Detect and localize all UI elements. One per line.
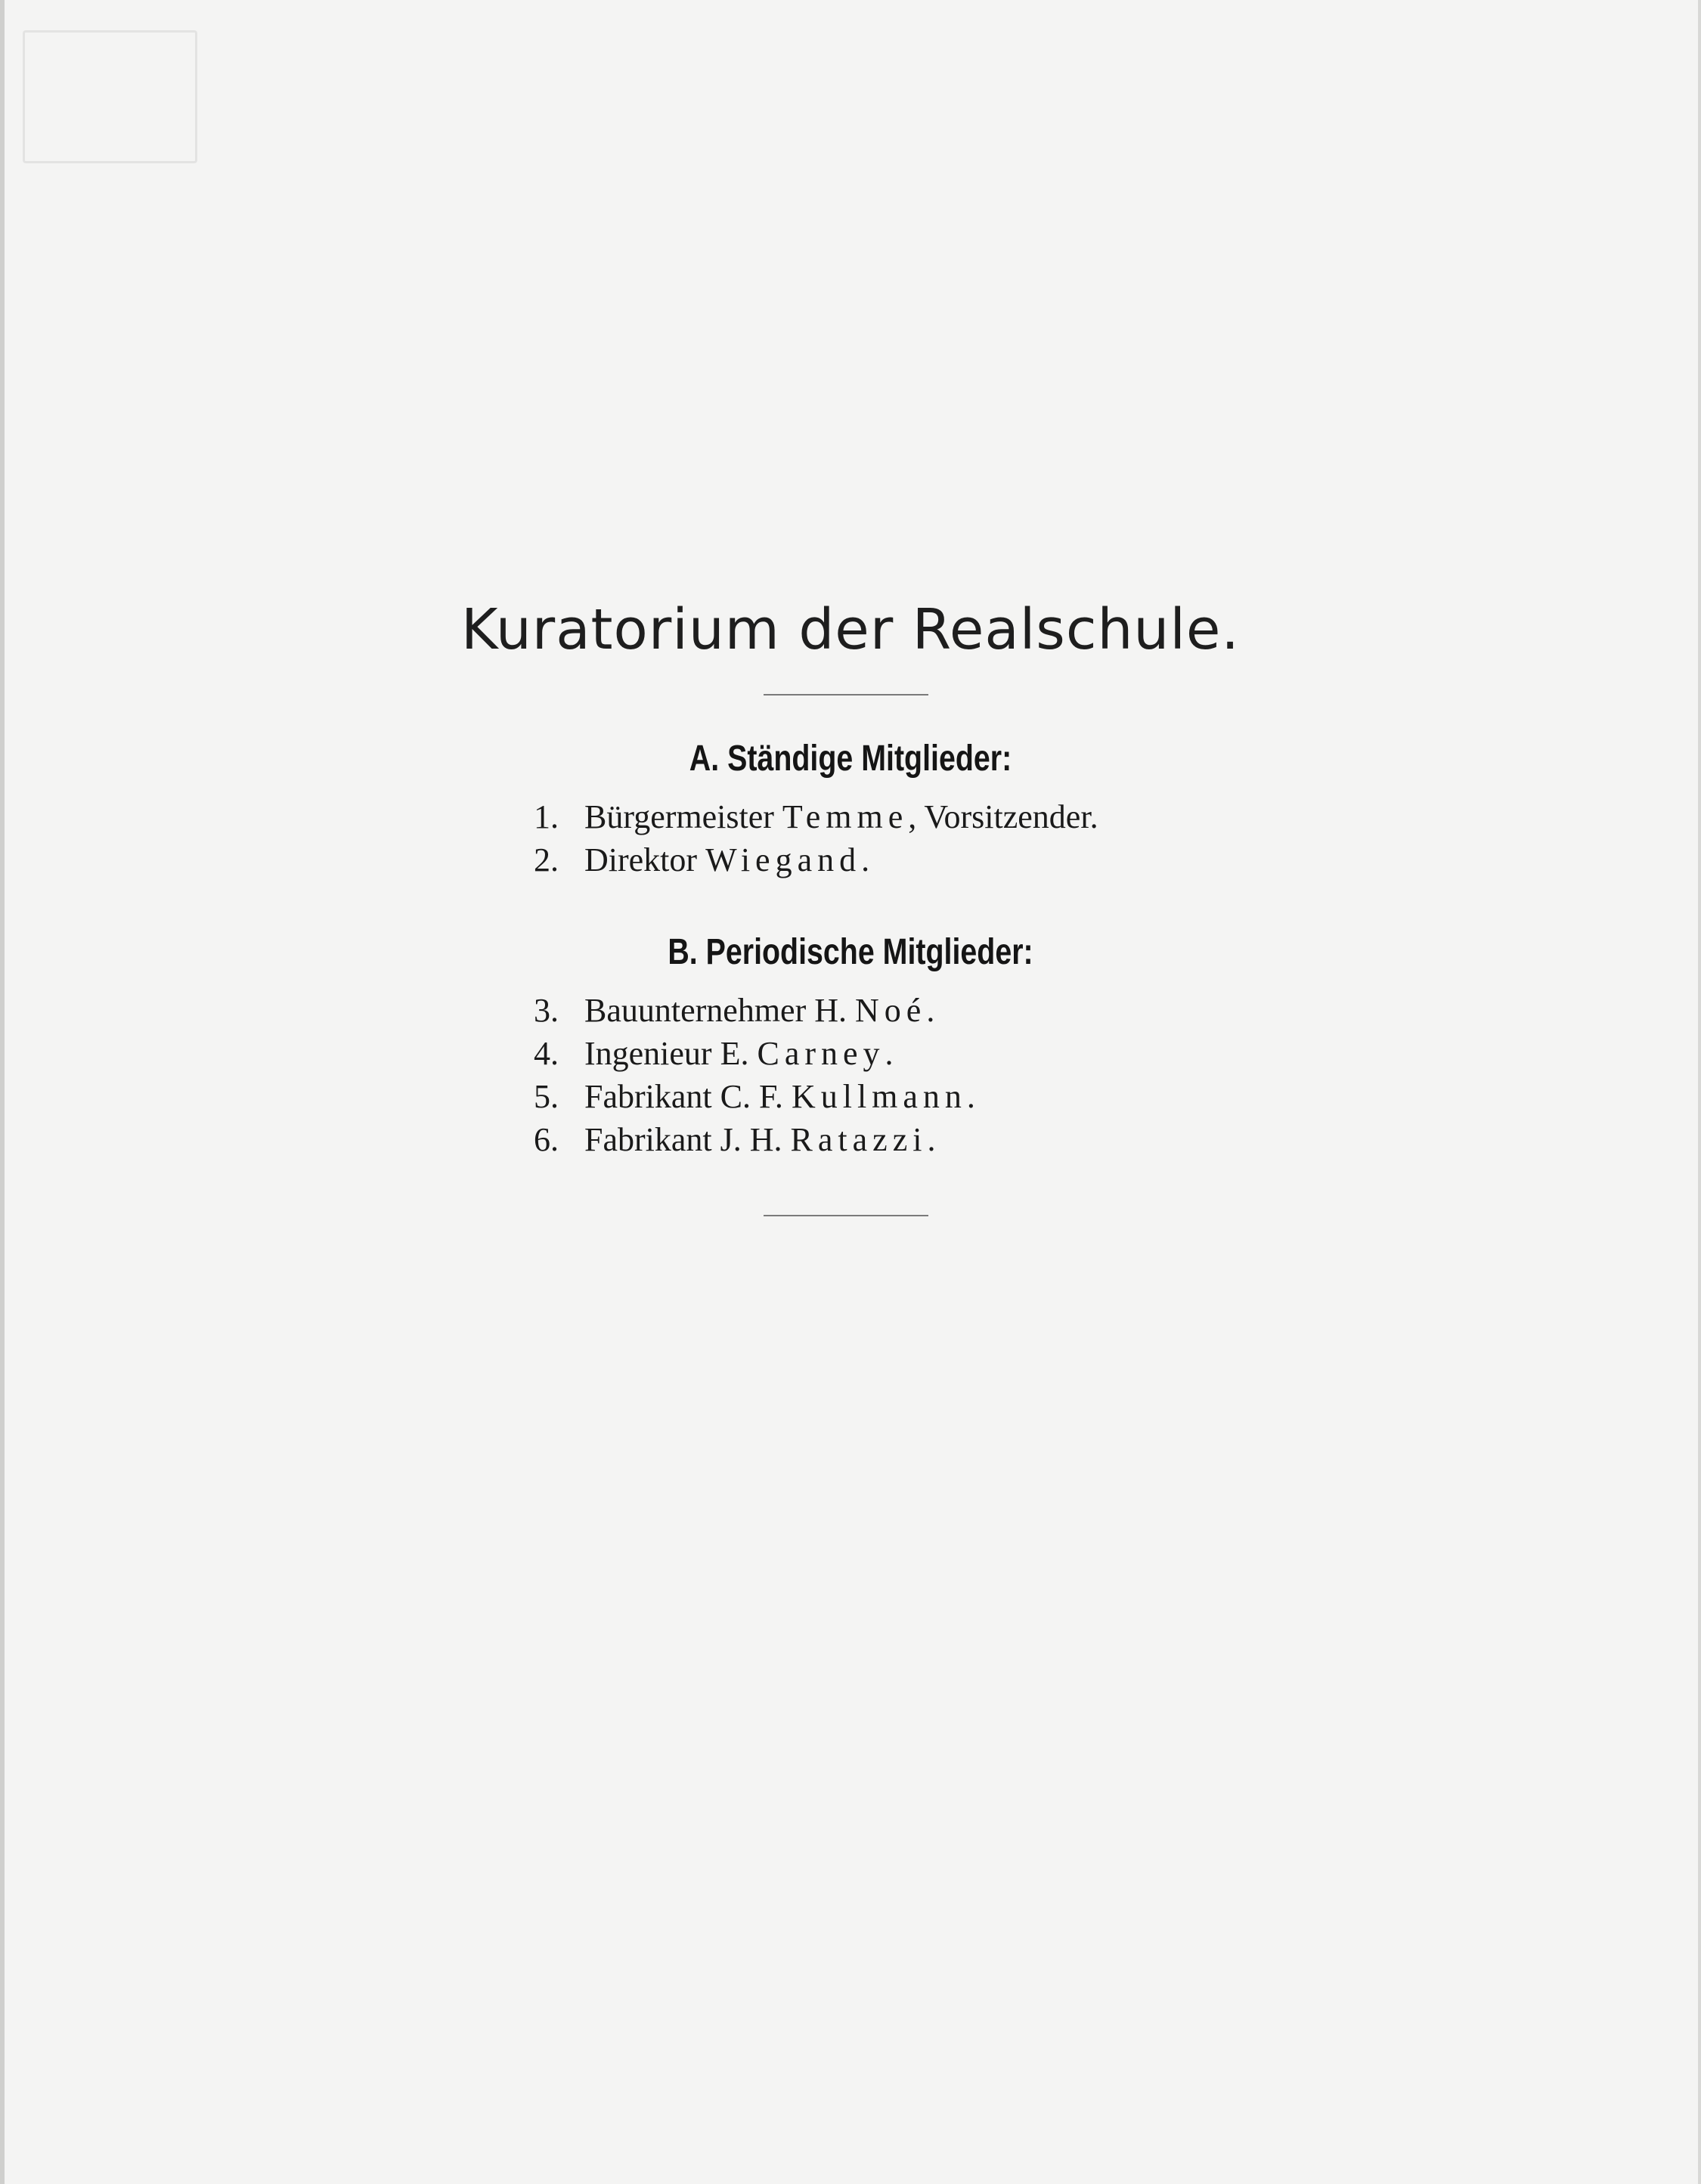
member-row	[534, 798, 1098, 836]
member-number: 1.	[534, 798, 559, 835]
member-suffix: .	[861, 841, 870, 878]
member-number: 5.	[534, 1078, 559, 1115]
member-number: 6.	[534, 1121, 559, 1158]
page-right-edge	[1698, 0, 1701, 2184]
member-name: Noé	[855, 992, 927, 1029]
member-role: Ingenieur E.	[584, 1035, 749, 1072]
member-row	[534, 991, 934, 1030]
member-name: Carney	[757, 1035, 885, 1072]
page-left-edge	[0, 0, 5, 2184]
member-role: Bürgermeister	[584, 798, 774, 835]
section-heading-periodic-members: B. Periodische Mitglieder:	[668, 932, 1033, 972]
member-row	[534, 841, 869, 879]
member-name: Wiegand	[705, 841, 862, 878]
member-role: Fabrikant J. H.	[584, 1121, 782, 1158]
member-suffix: , Vorsitzender.	[908, 798, 1098, 835]
page-title: Kuratorium der Realschule.	[461, 597, 1240, 662]
member-suffix: .	[927, 1121, 936, 1158]
member-suffix: .	[966, 1078, 975, 1115]
member-suffix: .	[885, 1035, 894, 1072]
member-row	[534, 1034, 894, 1073]
member-name: Kullmann	[791, 1078, 967, 1115]
closing-divider	[764, 1215, 928, 1216]
member-number: 3.	[534, 992, 559, 1029]
member-row	[534, 1077, 975, 1116]
member-number: 4.	[534, 1035, 559, 1072]
section-heading-permanent-members: A. Ständige Mitglieder:	[689, 739, 1012, 779]
member-role: Direktor	[584, 841, 698, 878]
member-role: Fabrikant C. F.	[584, 1078, 783, 1115]
member-name: Ratazzi	[790, 1121, 928, 1158]
member-number: 2.	[534, 841, 559, 878]
faded-library-stamp	[23, 30, 197, 163]
member-row	[534, 1120, 935, 1159]
member-name: Temme	[782, 798, 909, 835]
member-suffix: .	[926, 992, 935, 1029]
member-role: Bauunternehmer H.	[584, 992, 847, 1029]
title-divider	[764, 694, 928, 695]
